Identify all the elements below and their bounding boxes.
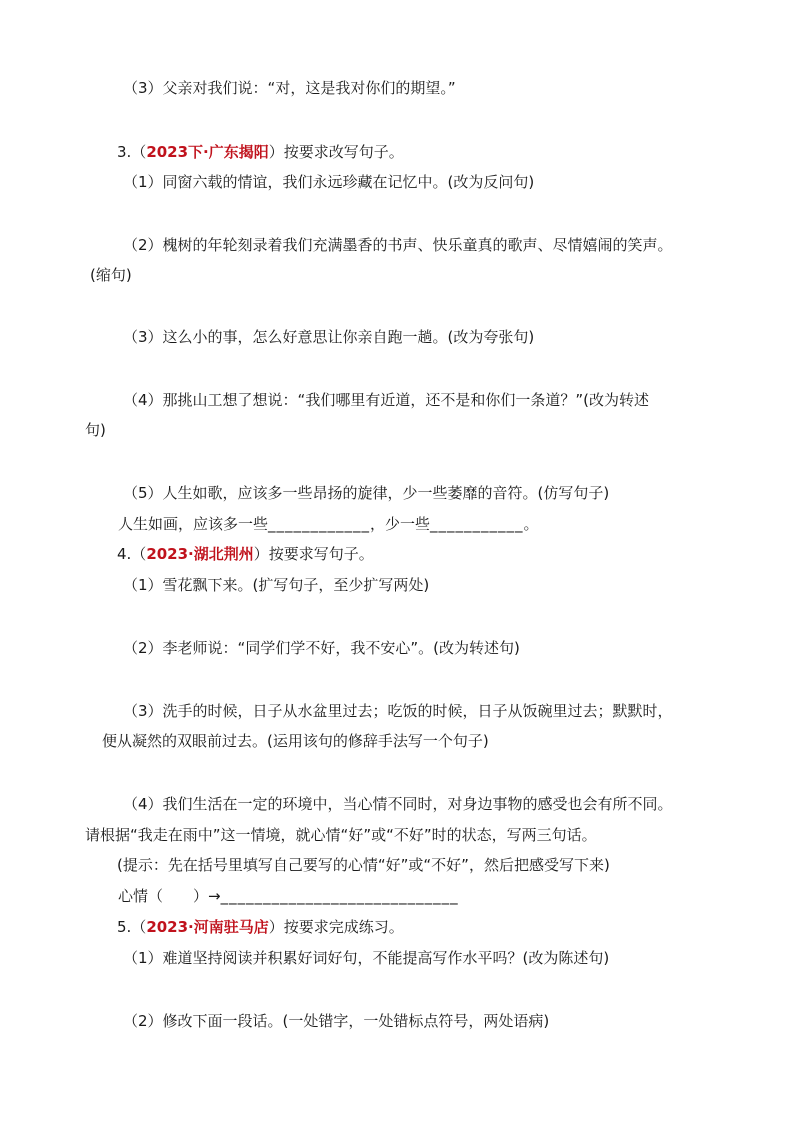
q5-item-1: （1）难道坚持阅读并积累好词好句，不能提高写作水平吗？(改为陈述句) xyxy=(123,949,610,967)
q4-item-3-cont: 便从凝然的双眼前过去。(运用该句的修辞手法写一个句子) xyxy=(102,732,489,750)
answer-blank-1[interactable]: ____________ xyxy=(268,515,371,533)
q5-number: 5.（ xyxy=(117,918,147,936)
q3-item-3: （3）这么小的事，怎么好意思让你亲自跑一趟。(改为夸张句) xyxy=(123,328,535,346)
q3-instruction: ）按要求改写句子。 xyxy=(268,143,404,161)
q4-item-1: （1）雪花飘下来。(扩写句子，至少扩写两处) xyxy=(123,576,430,594)
q5-heading xyxy=(117,917,404,937)
q3-number: 3.（ xyxy=(117,143,147,161)
q5-source: 2023·河南驻马店 xyxy=(146,918,269,936)
answer-blank-2[interactable]: ___________ xyxy=(430,515,524,533)
q3-item-4: （4）那挑山工想了想说：“我们哪里有近道，还不是和你们一条道？”(改为转述 xyxy=(123,391,649,409)
answer-blank-3[interactable]: ____________________________ xyxy=(220,887,459,905)
q3-heading xyxy=(117,142,404,162)
q4-item-4-cont: 请根据“我走在雨中”这一情境，就心情“好”或“不好”时的状态，写两三句话。 xyxy=(85,826,597,844)
mood-label: 心情（ ）→ xyxy=(118,887,221,905)
q4-heading xyxy=(117,544,374,564)
q3-item-1: （1）同窗六载的情谊，我们永远珍藏在记忆中。(改为反问句) xyxy=(123,173,535,191)
q4-item-4-hint: (提示：先在括号里填写自己要写的心情“好”或“不好”，然后把感受写下来) xyxy=(117,856,610,874)
q5-item-2: （2）修改下面一段话。(一处错字，一处错标点符号，两处语病) xyxy=(123,1012,550,1030)
q4-item-4-fill xyxy=(118,886,459,906)
q3-item-2-cont: (缩句) xyxy=(90,266,132,284)
q5-instruction: ）按要求完成练习。 xyxy=(268,918,404,936)
q4-item-3: （3）洗手的时候，日子从水盆里过去；吃饭的时候，日子从饭碗里过去；默默时， xyxy=(123,702,673,720)
q3-item-5-fill xyxy=(118,514,539,534)
fill-end: 。 xyxy=(523,515,539,533)
q4-instruction: ）按要求写句子。 xyxy=(253,545,374,563)
fill-prefix: 人生如画，应该多一些 xyxy=(118,515,269,533)
q4-source: 2023·湖北荆州 xyxy=(146,545,254,563)
fill-middle: ，少一些 xyxy=(370,515,431,533)
q4-number: 4.（ xyxy=(117,545,147,563)
q2-item-3: （3）父亲对我们说：“对，这是我对你们的期望。” xyxy=(123,79,456,97)
q3-item-2: （2）槐树的年轮刻录着我们充满墨香的书声、快乐童真的歌声、尽情嬉闹的笑声。 xyxy=(123,236,673,254)
q3-source: 2023下·广东揭阳 xyxy=(146,143,269,161)
q3-item-4-cont: 句) xyxy=(85,421,106,439)
q3-item-5: （5）人生如歌，应该多一些昂扬的旋律，少一些萎靡的音符。(仿写句子) xyxy=(123,484,610,502)
q4-item-2: （2）李老师说：“同学们学不好，我不安心”。(改为转述句) xyxy=(123,639,520,657)
q4-item-4: （4）我们生活在一定的环境中，当心情不同时，对身边事物的感受也会有所不同。 xyxy=(123,795,673,813)
